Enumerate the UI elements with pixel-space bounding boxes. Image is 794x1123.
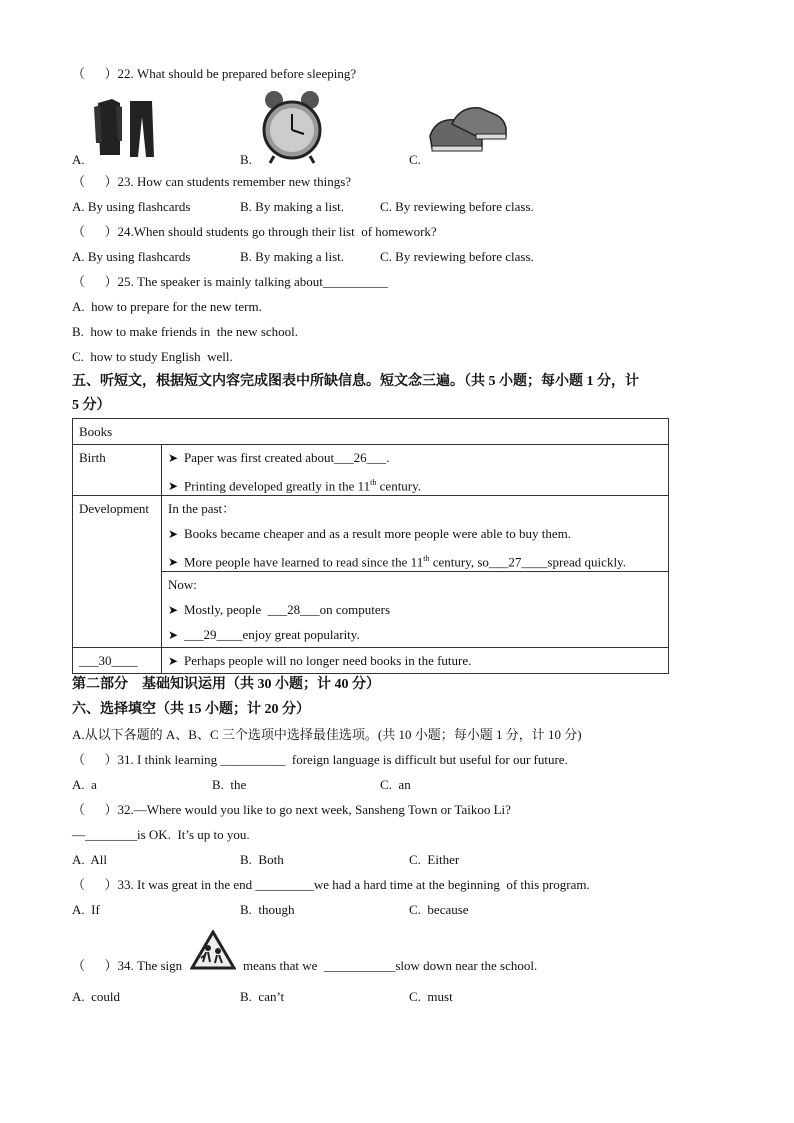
- printing-text: Printing developed greatly in the 11: [184, 478, 371, 494]
- part-2-title: 第二部分 基础知识运用（共 30 小题；计 40 分）: [72, 677, 380, 692]
- arrow-bullet-icon: ➤: [168, 654, 179, 668]
- sneakers-image: [426, 96, 510, 162]
- list-item: [162, 622, 668, 647]
- blank-29-text: ___29____enjoy great popularity.: [184, 627, 360, 642]
- arrow-bullet-icon: ➤: [168, 555, 179, 570]
- q25-option-b[interactable]: B. how to make friends in the new school.: [72, 324, 299, 339]
- q22-option-a[interactable]: A.: [72, 152, 85, 167]
- list-item: [162, 470, 668, 495]
- q34-option-c[interactable]: C. must: [409, 989, 453, 1004]
- alarm-clock-image: [258, 88, 326, 164]
- list-item: [162, 445, 668, 470]
- q24-option-b[interactable]: B. By making a list.: [240, 249, 344, 264]
- future-item: Perhaps people will no longer need books in the future.: [184, 653, 472, 668]
- past-label: In the past：: [168, 501, 236, 516]
- now-label: Now:: [168, 577, 197, 592]
- q32-option-a[interactable]: A. All: [72, 852, 108, 867]
- development-label: Development: [79, 501, 150, 516]
- blank-30-label: ___30____: [79, 653, 138, 668]
- section-5-title: 五、听短文，根据短文内容完成图表中所缺信息。短文念三遍。（共 5 小题；每小题 1 分，计: [72, 374, 639, 389]
- school-zone-sign-image: [190, 930, 236, 970]
- q25-option-a[interactable]: A. how to prepare for the new term.: [72, 299, 262, 314]
- q22-option-b[interactable]: B.: [240, 152, 252, 167]
- superscript: th: [370, 478, 377, 487]
- question-33: （ ）33. It was great in the end _________we had a hard time at the beginning of this program.: [72, 877, 590, 892]
- q33-option-c[interactable]: C. because: [409, 902, 469, 917]
- q33-option-a[interactable]: A. If: [72, 902, 100, 917]
- question-34: （ ）34. The sign: [72, 958, 183, 973]
- q31-option-c[interactable]: C. an: [380, 777, 411, 792]
- q34-option-b[interactable]: B. can’t: [240, 989, 285, 1004]
- q25-option-c[interactable]: C. how to study English well.: [72, 349, 233, 364]
- q33-option-b[interactable]: B. though: [240, 902, 295, 917]
- question-23: （ ）23. How can students remember new things?: [72, 174, 352, 189]
- question-22: （ ）22. What should be prepared before sleeping?: [72, 66, 357, 81]
- birth-label: Birth: [79, 450, 106, 465]
- q32-reply: —________is OK. It’s up to you.: [72, 827, 250, 842]
- q23-option-c[interactable]: C. By reviewing before class.: [380, 199, 534, 214]
- past-item-2: More people have learned to read since the 11: [184, 554, 424, 570]
- books-info-table: [72, 418, 669, 674]
- list-item: [162, 597, 668, 622]
- question-24: （ ）24.When should students go through their list of homework?: [72, 224, 437, 239]
- question-32: （ ）32.—Where would you like to go next week, Sansheng Town or Taikoo Li?: [72, 802, 511, 817]
- q31-option-b[interactable]: B. the: [212, 777, 247, 792]
- question-34-cont: means that we ___________slow down near the school.: [243, 958, 538, 973]
- section-6-instruction: A.从以下各题的 A、B、C 三个选项中选择最佳选项。(共 10 小题；每小题 1 分，计 10 分): [72, 727, 582, 742]
- q24-option-a[interactable]: A. By using flashcards: [72, 249, 191, 264]
- table-header: Books: [79, 424, 113, 439]
- arrow-bullet-icon: ➤: [168, 451, 179, 465]
- past-item-1: Books became cheaper and as a result more people were able to buy them.: [184, 526, 571, 541]
- list-item: [162, 648, 668, 673]
- q24-option-c[interactable]: C. By reviewing before class.: [380, 249, 534, 264]
- superscript: th: [423, 554, 430, 563]
- q34-option-a[interactable]: A. could: [72, 989, 121, 1004]
- arrow-bullet-icon: ➤: [168, 527, 179, 541]
- list-item: [162, 546, 668, 571]
- q23-option-a[interactable]: A. By using flashcards: [72, 199, 191, 214]
- q22-option-c[interactable]: C.: [409, 152, 421, 167]
- section-6-title: 六、选择填空（共 15 小题；计 20 分）: [72, 702, 310, 717]
- question-25: （ ）25. The speaker is mainly talking about__________: [72, 274, 388, 289]
- q31-option-a[interactable]: A. a: [72, 777, 97, 792]
- q32-option-b[interactable]: B. Both: [240, 852, 284, 867]
- q23-option-b[interactable]: B. By making a list.: [240, 199, 344, 214]
- section-5-title-cont: 5 分）: [72, 398, 111, 413]
- printing-text-end: century.: [376, 478, 422, 494]
- question-31: （ ）31. I think learning __________ foreign language is difficult but useful for our future.: [72, 752, 568, 767]
- arrow-bullet-icon: ➤: [168, 479, 179, 494]
- blank-26-text: Paper was first created about___26___.: [184, 450, 390, 465]
- arrow-bullet-icon: ➤: [168, 603, 179, 617]
- blank-27-text: century, so___27____spread quickly.: [429, 554, 626, 570]
- clothes-image: [90, 93, 160, 163]
- arrow-bullet-icon: ➤: [168, 628, 179, 642]
- list-item: [162, 521, 668, 546]
- q32-option-c[interactable]: C. Either: [409, 852, 460, 867]
- blank-28-text: Mostly, people ___28___on computers: [184, 602, 391, 617]
